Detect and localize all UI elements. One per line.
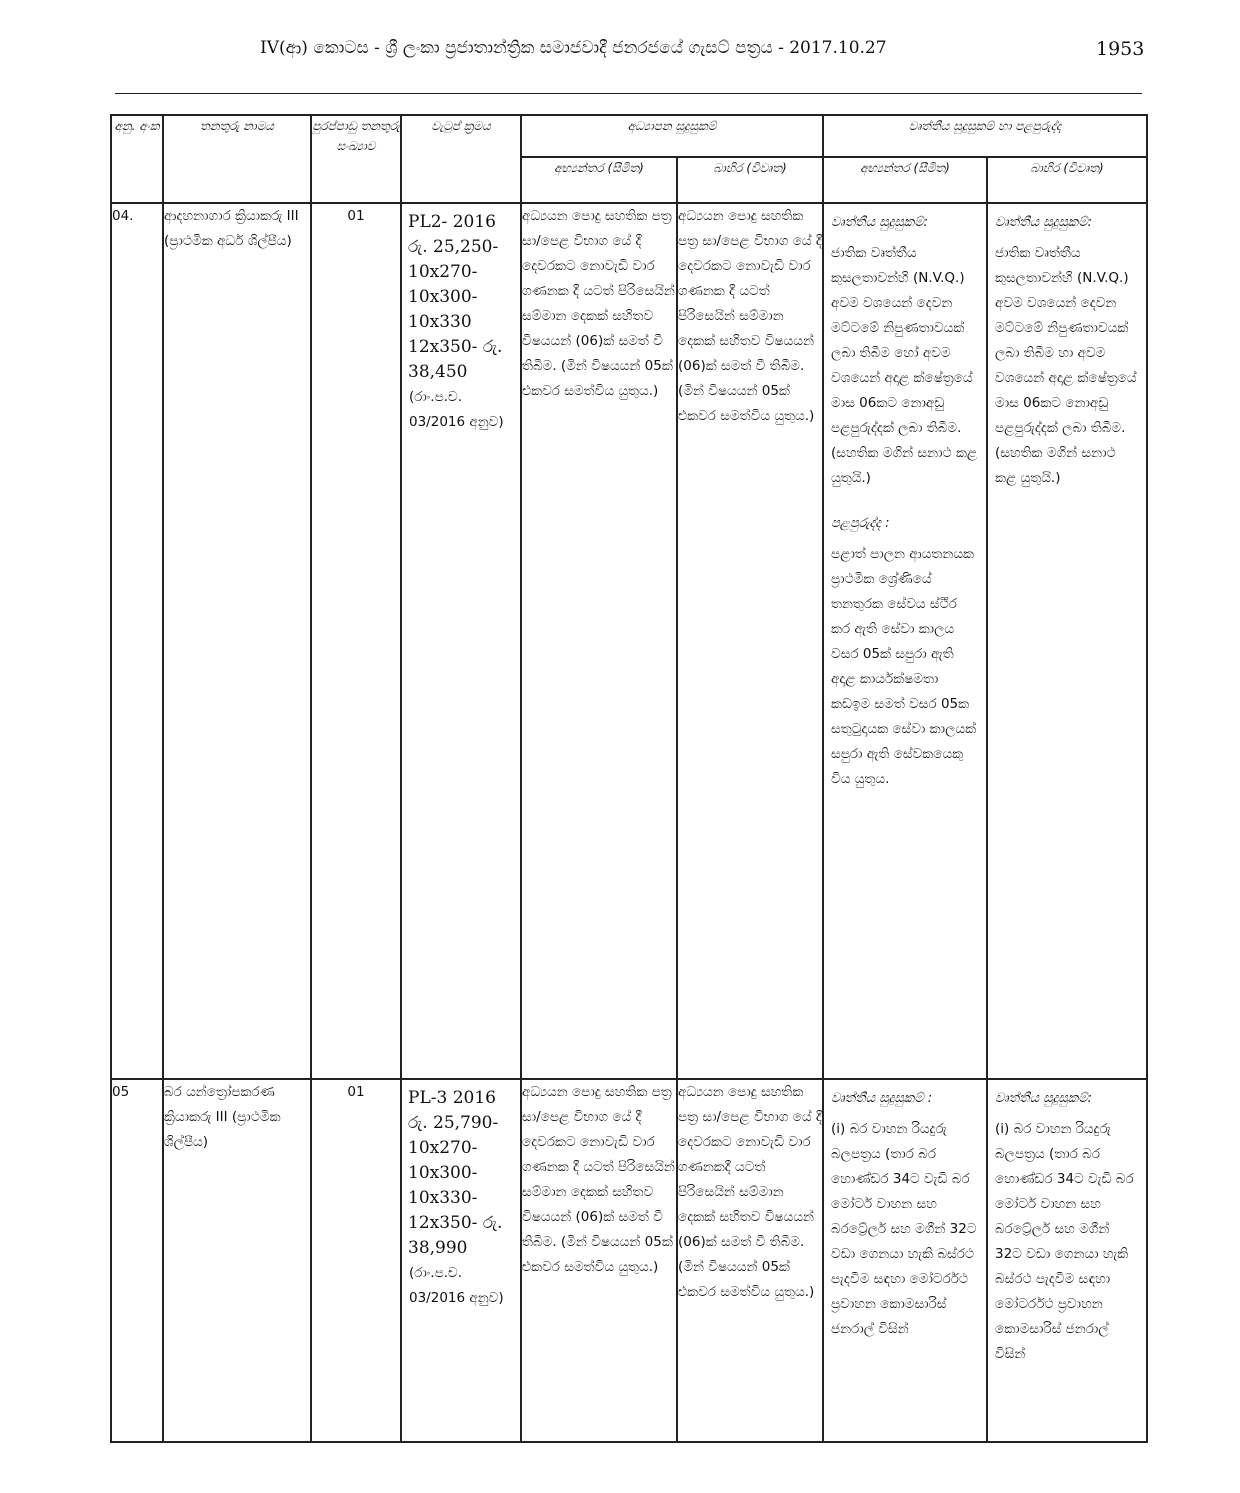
prof-qual-label: වෘත්තීය සුදුසුකම් : — [831, 1091, 933, 1106]
prof-qual-text: ජාතික වෘත්තීය කුසලතාවන්හි (N.V.Q.) අවම වශයෙන් දෙවන මට්ටමේ නිපුණතාවයක් ලබා තිබීම හෝ අවම වශයෙන් අදාළ ක්ෂේත්‍රයේ මාස 06කට නොඅඩු පළපුරුද්දක් ලබා තිබීම. (සහතික මගින් සනාථ කළ යුතුයි.) — [831, 245, 978, 486]
prof-qual-text: ජාතික වෘත්තීය කුසලතාවන්හි (N.V.Q.) අවම වශයෙන් දෙවන මට්ටමේ නිපුණතාවයක් ලබා තිබීම හා අවම වශයෙන් අදාළ ක්ෂේත්‍රයේ මාස 06කට නොඅඩු පළපුරුද්දක් ලබා තිබීම. (සහතික මගින් සනාථ කළ යුතුයි.) — [995, 245, 1137, 486]
experience-label: පළපුරුද්ද : — [831, 516, 890, 531]
vacancies-cell: 01 — [311, 203, 401, 1079]
prof-qual-label: වෘත්තීය සුදුසුකම්: — [831, 215, 928, 230]
prof-qual-label: වෘත්තීය සුදුසුකම්: — [995, 215, 1092, 230]
table-row — [111, 1079, 1147, 1442]
header-vacancies: පුරප්පාඩු තනතුරු සංඛ්‍යාව — [311, 115, 401, 203]
page-number: 1953 — [1096, 38, 1145, 60]
header-rule — [115, 93, 1142, 94]
post-name-cell: ආදහනාගාර ක්‍රියාකරු III (ප්‍රාථමික අර්ධ ශිල්පීය) — [163, 203, 311, 1079]
header-edu-external: බාහිර (විවෘත) — [677, 157, 823, 203]
prof-qual-label: වෘත්තීය සුදුසුකම්: — [995, 1091, 1092, 1106]
prof-internal-cell — [823, 203, 987, 1079]
salary-scale: PL-3 2016 රු. 25,790- 10x270- 10x300- 10x330- 12x350- රු. 38,990 — [408, 1088, 503, 1258]
edu-internal-cell: අධ්‍යයන පොදු සහතික පත්‍ර සා/පෙළ විභාග යේ දී දෙවරකට නොවැඩි වාර ගණනක දී යටත් පිරිසෙයින් සම්මාන දෙකක් සහිතව විෂයයන් (06)ක් සමත් වී තිබීම. (මින් විෂයයන් 05ක් එකවර සමත්විය යුතුය.) — [521, 1079, 677, 1442]
serial-cell: 05 — [111, 1079, 163, 1442]
edu-external-cell: අධ්‍යයන පොදු සහතික පත්‍ර සා/පෙළ විභාග යේ දී දෙවරකට නොවැඩි වාර ගණනකදී යටත් පිරිසෙයින් සම්මාන දෙකක් සහිතව විෂයයන් (06)ක් සමත් වී තිබීම. (මින් විෂයයන් 05ක් එකවර සමත්විය යුතුය.) — [677, 1079, 823, 1442]
table-row — [111, 203, 1147, 1079]
header-professional: වෘත්තීය සුදුසුකම් හා පළපුරුද්ද — [823, 115, 1147, 157]
salary-note: (රාං.ප.ච. 03/2016 අනුව) — [409, 389, 504, 430]
header-education: අධ්‍යාපන සුදුසුකම් — [521, 115, 823, 157]
prof-internal-cell — [823, 1079, 987, 1442]
salary-scale: PL2- 2016 රු. 25,250- 10x270- 10x300- 10x330 12x350- රු. 38,450 — [408, 212, 503, 382]
vacancy-table — [110, 114, 1148, 1443]
edu-external-cell: අධ්‍යයන පොදු සහතික පත්‍ර සා/පෙළ විභාග යේ දී දෙවරකට නොවැඩි වාර ගණනක දී යටත් පිරිසෙයින් සම්මාන දෙකක් සහිතව විෂයයන් (06)ක් සමත් වී තිබීම. (මින් විෂයයන් 05ක් එකවර සමත්විය යුතුය.) — [677, 203, 823, 1079]
vacancies-cell: 01 — [311, 1079, 401, 1442]
salary-cell — [401, 203, 521, 1079]
prof-qual-text: (i) බර වාහන රියදුරු බලපත්‍රය (තාර බර හොණ්ඩර 34ට වැඩි බර මෝටර් වාහන සහ බරට්‍රේලර් සහ මගීන් 32ට වඩා ගෙනයා හැකි බස්රථ පැදවීම සඳහා මෝටර්රථ ප්‍රවාහන කොමසාරිස් ජනරාල් විසින් — [831, 1121, 977, 1337]
header-serial: අනු. අංක — [111, 115, 163, 203]
header-prof-external: බාහිර (විවෘත) — [987, 157, 1147, 203]
salary-cell — [401, 1079, 521, 1442]
prof-external-cell — [987, 1079, 1147, 1442]
header-edu-internal: අභ්‍යන්තර (සීමිත) — [521, 157, 677, 203]
header-salary-scale: වැටුප් ක්‍රමය — [401, 115, 521, 203]
serial-cell: 04. — [111, 203, 163, 1079]
experience-text: පළාත් පාලන ආයතනයක ප්‍රාථමික ශ්‍රේණියේ තනතුරක සේවය ස්ථිර කර ඇති සේවා කාලය වසර 05ක් සපුරා ඇති අදාළ කාර්යක්ෂමතා කඩඉම සමත් වසර 05ක සතුටුදායක සේවා කාලයක් සපුරා ඇති සේවකයෙකු විය යුතුය. — [831, 546, 977, 787]
gazette-title: IV(ආ) කොටස - ශ්‍රී ලංකා ප්‍රජාතාන්ත්‍රික සමාජවාදී ජනරජයේ ගැසට් පත්‍රය - 2017.10.27 — [260, 38, 887, 58]
prof-qual-text: (i) බර වාහන රියදුරු බලපත්‍රය (තාර බර හොණ්ඩර 34ට වැඩි බර මෝටර් වාහන සහ බරට්‍රේලර් සහ මගීන් 32ට වඩා ගෙනයා හැකි බස්රථ පැදවීම සඳහා මෝටර්රථ ප්‍රවාහන කොමසාරිස් ජනරාල් විසින් — [995, 1121, 1134, 1362]
salary-note: (රාං.ප.ච. 03/2016 අනුව) — [409, 1265, 504, 1306]
header-post-name: තනතුරු නාමය — [163, 115, 311, 203]
header-prof-internal: අභ්‍යන්තර (සීමිත) — [823, 157, 987, 203]
prof-external-cell — [987, 203, 1147, 1079]
page-header — [0, 38, 1240, 78]
edu-internal-cell: අධ්‍යයන පොදු සහතික පත්‍ර සා/පෙළ විභාග යේ දී දෙවරකට නොවැඩි වාර ගණනක දී යටත් පිරිසෙයින් සම්මාන දෙකක් සහිතව විෂයයන් (06)ක් සමත් වී තිබීම. (මින් විෂයයන් 05ක් එකවර සමත්විය යුතුය.) — [521, 203, 677, 1079]
post-name-cell: බර යන්ත්‍රෝපකරණ ක්‍රියාකරු III (ප්‍රාථමික ශිල්පීය) — [163, 1079, 311, 1442]
